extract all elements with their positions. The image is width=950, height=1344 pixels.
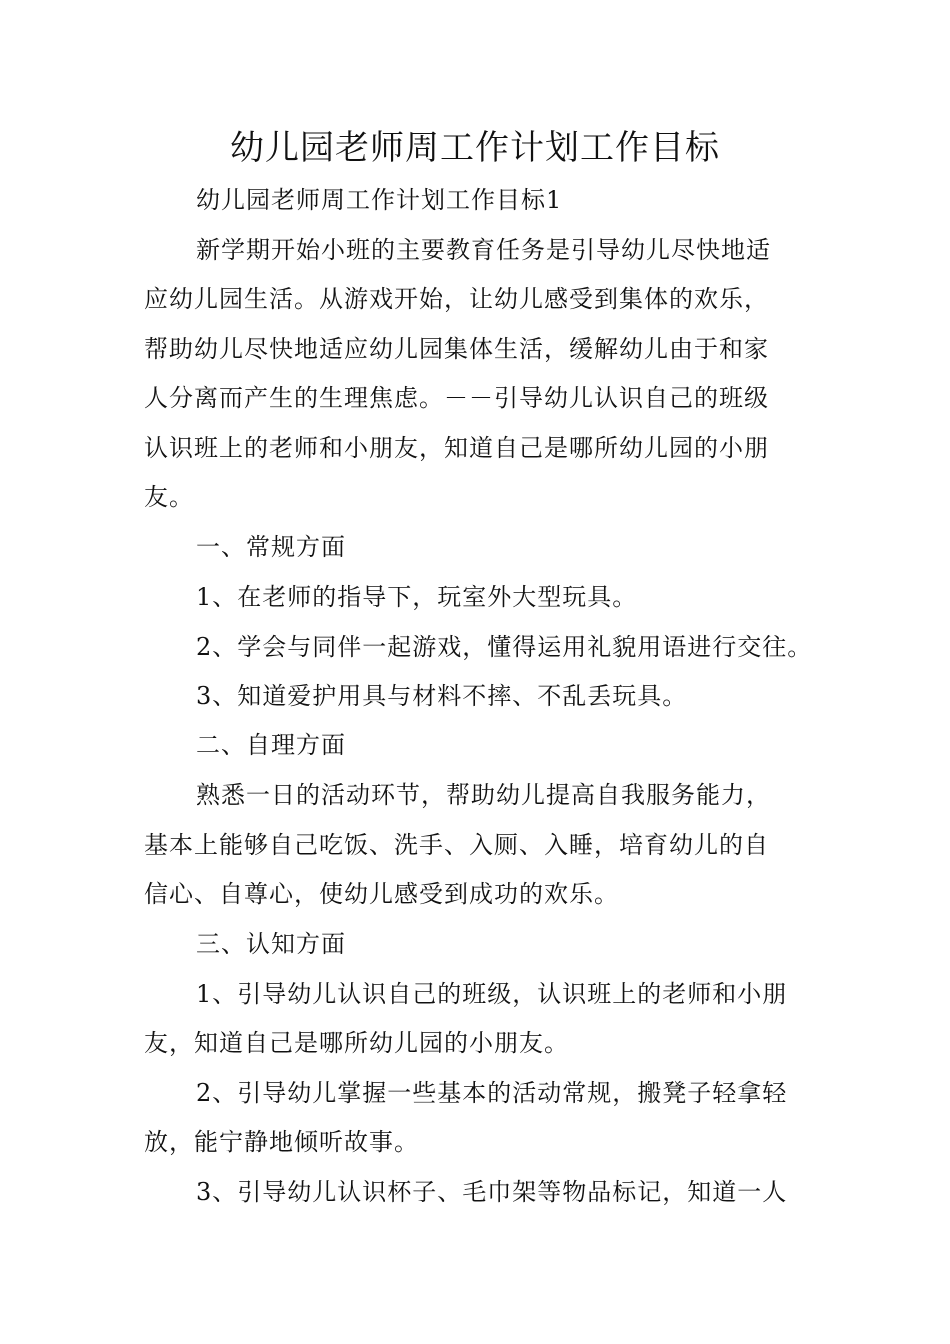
- section-heading-routine: 一、常规方面: [196, 533, 346, 561]
- document-title: 幼儿园老师周工作计划工作目标: [230, 128, 720, 168]
- cognition-item-1-line: 1、引导幼儿认识自己的班级，认识班上的老师和小朋: [196, 980, 788, 1008]
- cognition-item-1-line: 友，知道自己是哪所幼儿园的小朋友。: [144, 1029, 569, 1057]
- document-subtitle: 幼儿园老师周工作计划工作目标1: [196, 186, 563, 214]
- intro-line: 帮助幼儿尽快地适应幼儿园集体生活，缓解幼儿由于和家: [144, 335, 769, 363]
- routine-item: 3、知道爱护用具与材料不摔、不乱丢玩具。: [196, 682, 688, 710]
- selfcare-line: 熟悉一日的活动环节，帮助幼儿提高自我服务能力，: [196, 781, 771, 809]
- selfcare-line: 信心、自尊心，使幼儿感受到成功的欢乐。: [144, 880, 619, 908]
- routine-item: 1、在老师的指导下，玩室外大型玩具。: [196, 583, 638, 611]
- cognition-item-2-line: 放，能宁静地倾听故事。: [144, 1128, 419, 1156]
- cognition-item-3-line: 3、引导幼儿认识杯子、毛巾架等物品标记，知道一人: [196, 1178, 788, 1206]
- intro-line: 认识班上的老师和小朋友，知道自己是哪所幼儿园的小朋: [144, 434, 769, 462]
- selfcare-line: 基本上能够自己吃饭、洗手、入厕、入睡，培育幼儿的自: [144, 831, 769, 859]
- section-heading-cognition: 三、认知方面: [196, 930, 346, 958]
- intro-line: 新学期开始小班的主要教育任务是引导幼儿尽快地适: [196, 236, 771, 264]
- intro-line: 友。: [144, 483, 194, 511]
- cognition-item-2-line: 2、引导幼儿掌握一些基本的活动常规，搬凳子轻拿轻: [196, 1079, 788, 1107]
- intro-line: 人分离而产生的生理焦虑。－－引导幼儿认识自己的班级: [144, 384, 769, 412]
- intro-line: 应幼儿园生活。从游戏开始，让幼儿感受到集体的欢乐，: [144, 285, 769, 313]
- routine-item: 2、学会与同伴一起游戏，懂得运用礼貌用语进行交往。: [196, 633, 813, 661]
- section-heading-selfcare: 二、自理方面: [196, 731, 346, 759]
